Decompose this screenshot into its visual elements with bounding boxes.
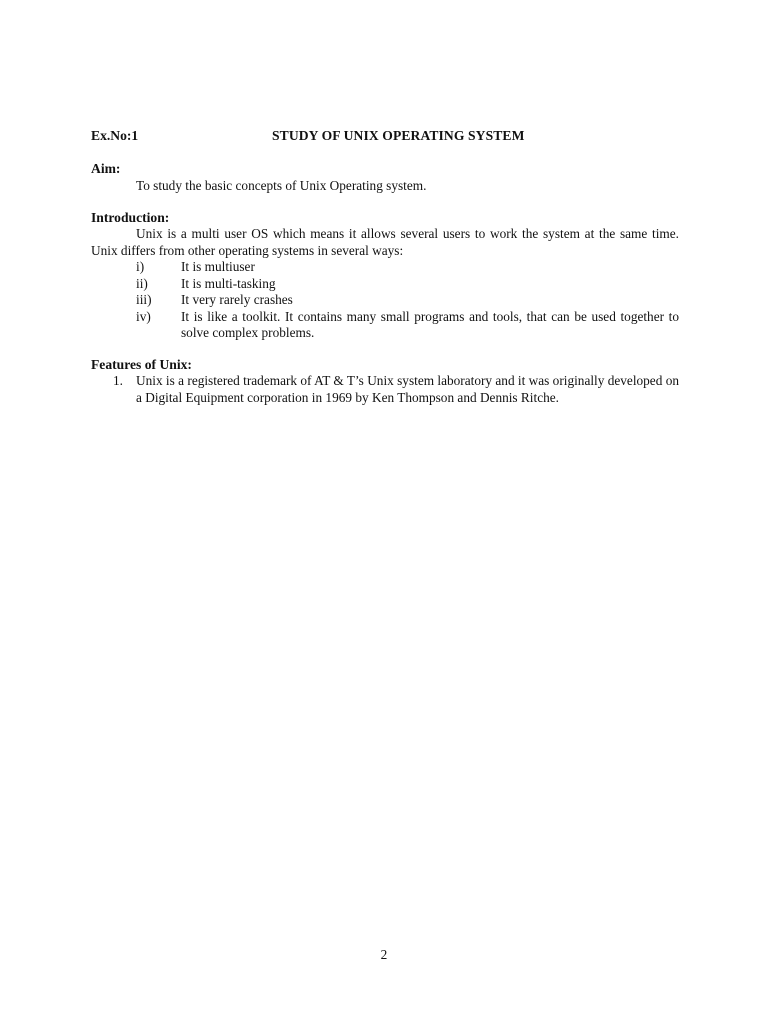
list-item-text: It is multiuser [181, 259, 255, 274]
page-number: 2 [380, 947, 388, 962]
list-marker: iii) [136, 292, 152, 307]
introduction-paragraph: Unix is a multi user OS which means it allows several users to work the system at the same time. Unix differs from other operating systems in several ways: [91, 226, 679, 258]
aim-heading: Aim: [91, 161, 121, 176]
introduction-list [136, 259, 679, 342]
list-marker: i) [136, 259, 145, 274]
list-item-text: Unix is a registered trademark of AT & T’s Unix system laboratory and it was originally developed on a Digital Equipment corporation in 1969 by Ken Thompson and Dennis Ritche. [136, 373, 679, 405]
list-marker: ii) [136, 275, 148, 291]
document-title: STUDY OF UNIX OPERATING SYSTEM [272, 128, 525, 143]
list-item [136, 259, 679, 276]
list-item-text: It is multi-tasking [181, 275, 276, 291]
list-item [136, 276, 679, 293]
introduction-heading: Introduction: [91, 210, 170, 225]
list-marker: 1. [113, 373, 123, 388]
exercise-number: Ex.No:1 [91, 128, 139, 143]
list-item [136, 292, 679, 309]
list-item [136, 309, 679, 342]
aim-text: To study the basic concepts of Unix Operating system. [136, 178, 427, 193]
list-item [113, 373, 679, 406]
features-heading: Features of Unix: [91, 357, 192, 372]
document-header [91, 128, 679, 146]
list-marker: iv) [136, 308, 151, 324]
features-list [113, 373, 679, 406]
list-item-text: It is like a toolkit. It contains many small programs and tools, that can be used together to solve complex problems. [181, 308, 679, 340]
list-item-text: It very rarely crashes [181, 292, 293, 307]
